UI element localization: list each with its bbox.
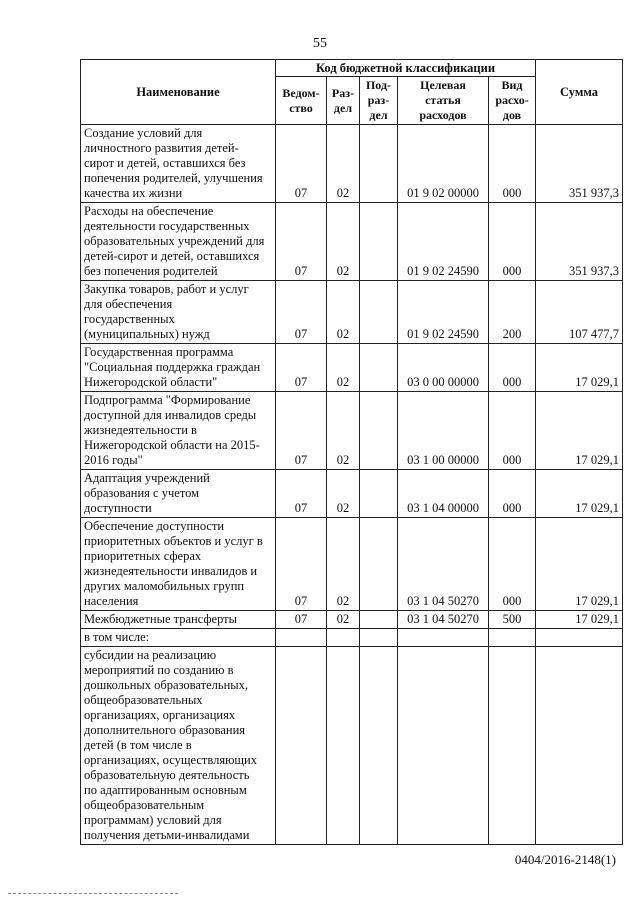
row-name-cell: в том числе: bbox=[81, 629, 276, 647]
header-vedomstvo: Ведом- ство bbox=[276, 77, 327, 125]
budget-table bbox=[80, 59, 623, 845]
row-expense-type-cell: 000 bbox=[489, 344, 536, 392]
row-vedomstvo-cell: 07 bbox=[276, 125, 327, 203]
row-target-article-cell: 03 1 00 00000 bbox=[398, 392, 489, 470]
table-row bbox=[81, 611, 623, 629]
row-sum-cell: 17 029,1 bbox=[536, 470, 623, 518]
row-razdel-cell: 02 bbox=[327, 470, 360, 518]
row-podrazdel-cell bbox=[360, 647, 398, 845]
row-expense-type-cell: 200 bbox=[489, 281, 536, 344]
page-number: 55 bbox=[313, 36, 327, 51]
table-body bbox=[81, 125, 623, 845]
row-podrazdel-cell bbox=[360, 629, 398, 647]
row-name-cell: Подпрограмма "Формирование доступной для инвалидов среды жизнедеятельности в Нижегородской области на 2015- 2016 годы" bbox=[81, 392, 276, 470]
table-row bbox=[81, 281, 623, 344]
row-expense-type-cell: 000 bbox=[489, 392, 536, 470]
row-name-cell: Государственная программа "Социальная поддержка граждан Нижегородской области" bbox=[81, 344, 276, 392]
row-razdel-cell: 02 bbox=[327, 344, 360, 392]
row-sum-cell: 17 029,1 bbox=[536, 392, 623, 470]
row-target-article-cell bbox=[398, 629, 489, 647]
row-sum-cell: 17 029,1 bbox=[536, 611, 623, 629]
row-name-cell: Межбюджетные трансферты bbox=[81, 611, 276, 629]
header-target-article: Целевая статья расходов bbox=[398, 77, 489, 125]
row-vedomstvo-cell: 07 bbox=[276, 518, 327, 611]
row-target-article-cell: 03 1 04 50270 bbox=[398, 518, 489, 611]
row-expense-type-cell bbox=[489, 647, 536, 845]
row-expense-type-cell: 000 bbox=[489, 125, 536, 203]
table-row bbox=[81, 125, 623, 203]
row-vedomstvo-cell: 07 bbox=[276, 203, 327, 281]
table-row bbox=[81, 392, 623, 470]
row-razdel-cell: 02 bbox=[327, 281, 360, 344]
header-sum: Сумма bbox=[536, 60, 623, 125]
row-razdel-cell: 02 bbox=[327, 392, 360, 470]
row-sum-cell: 351 937,3 bbox=[536, 125, 623, 203]
row-target-article-cell: 01 9 02 24590 bbox=[398, 203, 489, 281]
row-vedomstvo-cell: 07 bbox=[276, 344, 327, 392]
row-razdel-cell: 02 bbox=[327, 518, 360, 611]
row-razdel-cell: 02 bbox=[327, 203, 360, 281]
row-target-article-cell: 03 0 00 00000 bbox=[398, 344, 489, 392]
row-expense-type-cell: 500 bbox=[489, 611, 536, 629]
row-sum-cell: 351 937,3 bbox=[536, 203, 623, 281]
row-podrazdel-cell bbox=[360, 344, 398, 392]
table-row bbox=[81, 629, 623, 647]
row-vedomstvo-cell bbox=[276, 629, 327, 647]
table-row bbox=[81, 344, 623, 392]
table-row bbox=[81, 470, 623, 518]
row-target-article-cell: 01 9 02 00000 bbox=[398, 125, 489, 203]
row-name-cell: Закупка товаров, работ и услуг для обеспечения государственных (муниципальных) нужд bbox=[81, 281, 276, 344]
row-sum-cell bbox=[536, 629, 623, 647]
row-sum-cell bbox=[536, 647, 623, 845]
table-row bbox=[81, 647, 623, 845]
row-vedomstvo-cell: 07 bbox=[276, 470, 327, 518]
row-expense-type-cell: 000 bbox=[489, 203, 536, 281]
row-sum-cell: 107 477,7 bbox=[536, 281, 623, 344]
row-vedomstvo-cell: 07 bbox=[276, 611, 327, 629]
row-expense-type-cell: 000 bbox=[489, 518, 536, 611]
row-name-cell: Создание условий для личностного развития детей- сирот и детей, оставшихся без попечения родителей, улучшения качества их жизни bbox=[81, 125, 276, 203]
row-name-cell: субсидии на реализацию мероприятий по созданию в дошкольных образовательных, общеобразовательных организациях, организациях дополнительного образования детей (в том числе в организациях, осуществляющих образовательную деятельность по адаптированным основным общеобразовательным программам) условий для получения детьми-инвалидами bbox=[81, 647, 276, 845]
row-vedomstvo-cell: 07 bbox=[276, 392, 327, 470]
row-vedomstvo-cell bbox=[276, 647, 327, 845]
row-razdel-cell: 02 bbox=[327, 125, 360, 203]
row-name-cell: Адаптация учреждений образования с учетом доступности bbox=[81, 470, 276, 518]
row-podrazdel-cell bbox=[360, 518, 398, 611]
document-code: 0404/2016-2148(1) bbox=[514, 852, 616, 867]
scan-edge-mark bbox=[8, 893, 178, 896]
row-expense-type-cell: 000 bbox=[489, 470, 536, 518]
row-expense-type-cell bbox=[489, 629, 536, 647]
header-podrazdel: Под- раз- дел bbox=[360, 77, 398, 125]
row-podrazdel-cell bbox=[360, 392, 398, 470]
row-sum-cell: 17 029,1 bbox=[536, 344, 623, 392]
row-name-cell: Обеспечение доступности приоритетных объектов и услуг в приоритетных сферах жизнедеятельности инвалидов и других маломобильных групп населения bbox=[81, 518, 276, 611]
row-razdel-cell bbox=[327, 629, 360, 647]
row-target-article-cell: 03 1 04 00000 bbox=[398, 470, 489, 518]
table-row bbox=[81, 518, 623, 611]
row-razdel-cell: 02 bbox=[327, 611, 360, 629]
row-podrazdel-cell bbox=[360, 281, 398, 344]
header-expense-type: Вид расхо- дов bbox=[489, 77, 536, 125]
row-podrazdel-cell bbox=[360, 470, 398, 518]
row-target-article-cell: 03 1 04 50270 bbox=[398, 611, 489, 629]
row-podrazdel-cell bbox=[360, 203, 398, 281]
row-podrazdel-cell bbox=[360, 611, 398, 629]
row-name-cell: Расходы на обеспечение деятельности государственных образовательных учреждений для детей-сирот и детей, оставшихся без попечения родителей bbox=[81, 203, 276, 281]
header-name: Наименование bbox=[81, 60, 276, 125]
table-row bbox=[81, 203, 623, 281]
row-podrazdel-cell bbox=[360, 125, 398, 203]
row-sum-cell: 17 029,1 bbox=[536, 518, 623, 611]
header-razdel: Раз- дел bbox=[327, 77, 360, 125]
header-classification-group: Код бюджетной классификации bbox=[276, 60, 536, 77]
row-vedomstvo-cell: 07 bbox=[276, 281, 327, 344]
row-target-article-cell bbox=[398, 647, 489, 845]
row-target-article-cell: 01 9 02 24590 bbox=[398, 281, 489, 344]
row-razdel-cell bbox=[327, 647, 360, 845]
